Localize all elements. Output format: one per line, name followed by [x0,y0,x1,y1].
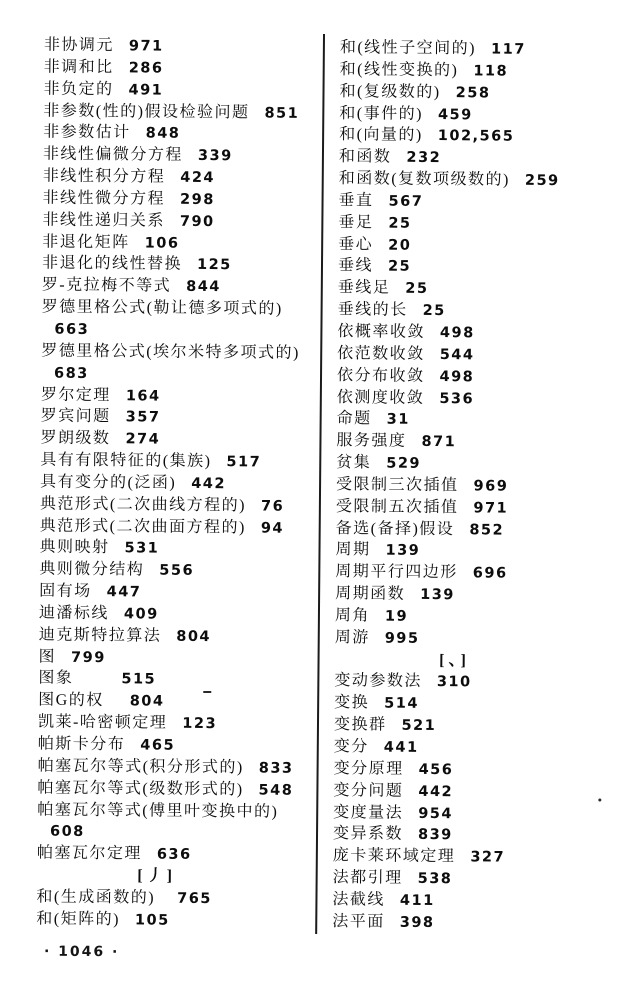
index-entry [339,81,621,105]
entry-page-number: 538 [417,870,453,888]
index-entry [42,187,322,211]
entry-page-number: 608 [49,824,85,841]
entry-page-number: 556 [159,562,195,580]
entry-page-number: 139 [385,542,421,560]
index-entry [38,755,318,779]
entry-page-number: 94 [260,520,285,537]
index-entry [333,824,615,848]
entry-term: 变换群 [333,716,387,734]
index-entry [40,450,320,474]
index-entry [40,493,320,517]
entry-term: 变分问题 [333,781,404,800]
entry-page-number: 491 [128,82,164,99]
entry-term: 非线性微分方程 [42,189,166,208]
entry-term: 和函数(复数项级数的) [338,170,510,189]
entry-page-number: 833 [258,760,294,777]
entry-page-number: 799 [71,649,106,666]
entry-term: 非退化的线性替换 [41,255,183,274]
index-entry [336,474,618,498]
section-header: [、] [439,651,470,669]
entry-page-number: 871 [421,434,457,451]
index-entry [334,692,616,716]
entry-page-number: 529 [386,455,422,472]
index-entry [338,212,620,236]
entry-term: 垂直 [338,192,374,210]
entry-page-number: 19 [384,608,409,625]
entry-term: 备选(备择)假设 [335,519,455,538]
index-entry-continuation [41,319,321,343]
entry-term: 依测度收敛 [336,388,425,407]
section-header: [丿] [137,867,177,885]
index-entry [335,605,617,629]
entry-term: 非负定的 [43,80,114,98]
index-entry [338,190,620,214]
entry-term: 垂线的长 [337,301,408,319]
entry-page-number: 465 [140,737,176,754]
entry-term: 法截线 [332,891,386,909]
entry-page-number: 20 [388,237,412,254]
entry-term: 迪克斯特拉算法 [38,626,162,645]
entry-page-number: 258 [455,84,491,102]
entry-term: 受限制五次插值 [335,497,459,516]
entry-term: 垂心 [338,235,374,254]
entry-term: 罗德里格公式(埃尔米特多项式的) [41,342,300,362]
entry-page-number: 409 [123,606,159,623]
index-entry [42,253,322,277]
entry-term: 贫集 [336,454,372,472]
entry-page-number: 663 [54,321,90,338]
index-entry [37,799,317,823]
entry-page-number: 259 [524,172,560,190]
index-entry [38,668,318,692]
index-entry [43,144,323,168]
entry-term: 变异系数 [332,825,404,844]
index-entry [336,452,618,476]
entry-page-number: 498 [439,368,475,385]
entry-term: 典范形式(二次曲面方程的) [39,517,246,536]
entry-page-number: 25 [387,259,412,276]
entry-page-number: 839 [417,827,453,844]
index-entry [41,406,321,430]
entry-term: 和(生成函数的) [36,888,156,907]
entry-term: 非参数估计 [43,123,131,142]
entry-term: 帕塞瓦尔等式(级数形式的) [37,779,244,799]
entry-page-number: 844 [186,279,221,296]
entry-term: 依分布收敛 [336,366,425,385]
index-entry [338,256,620,280]
entry-page-number: 298 [180,191,215,208]
entry-page-number: 848 [145,125,181,143]
entry-page-number: 102,565 [437,128,515,146]
index-entry [42,231,322,255]
index-entry [336,518,618,542]
entry-page-number: 76 [260,498,285,515]
entry-term: 垂线足 [337,279,391,297]
index-entry [334,736,616,760]
index-entry [338,299,620,323]
entry-term: 变分原理 [333,759,404,778]
entry-page-number: 117 [490,41,526,58]
entry-term: 依概率收敛 [337,323,426,341]
entry-term: 变动参数法 [334,672,422,691]
index-entry [339,168,621,192]
entry-page-number: 517 [226,454,262,471]
entry-term: 受限制三次插值 [336,476,459,495]
index-entry [332,911,614,935]
entry-term: 罗德里格公式(勒让德多项式的) [41,298,283,318]
entry-term: 变度量法 [333,803,404,822]
entry-page-number: 398 [399,914,435,931]
entry-term: 帕斯卡分布 [37,735,126,754]
entry-term: 图 [38,648,57,666]
index-entry [338,234,620,258]
index-entry [333,867,615,891]
index-entry [336,496,618,520]
entry-page-number: 521 [401,717,437,735]
entry-page-number: 696 [472,565,508,582]
entry-term: 变换 [334,694,370,712]
index-entry [337,408,619,432]
index-entry [36,908,316,932]
entry-term: 迪潘标线 [38,604,110,623]
entry-page-number: 339 [197,148,233,165]
entry-term: 和(复级数的) [339,82,441,101]
index-entry [39,602,319,626]
entry-term: 和(事件的) [339,104,424,123]
index-entry [333,780,615,804]
entry-page-number: 424 [180,169,216,187]
index-entry [42,275,322,299]
entry-term: 帕塞瓦尔等式(傅里叶变换中的) [37,801,279,821]
index-entry [339,103,621,127]
entry-term: 罗-克拉梅不等式 [41,276,172,295]
entry-term: 垂足 [338,213,374,232]
index-entry [40,428,320,452]
entry-term: 垂线 [337,257,374,275]
index-entry [338,277,620,301]
entry-page-number: 995 [384,630,420,647]
index-entry [41,384,321,408]
entry-term: 法都引理 [332,869,403,887]
index-entry [335,540,617,564]
entry-page-number: 954 [418,805,454,822]
entry-page-number: 232 [406,149,442,167]
entry-term: 依范数收敛 [337,344,425,363]
index-entry-continuation [41,362,321,386]
entry-term: 固有场 [39,582,92,601]
entry-page-number: 106 [144,235,180,252]
index-entry [335,583,617,607]
entry-term: 周游 [334,628,370,647]
index-entry [339,125,621,149]
index-entry [337,365,619,389]
index-entry [44,35,324,59]
entry-term: 非线性递归关系 [42,211,165,230]
entry-page-number: 852 [469,521,505,539]
entry-term: 非协调元 [43,36,114,55]
entry-term: 图G的权 [38,691,104,710]
entry-page-number: 25 [422,303,446,320]
index-entry [339,146,621,170]
entry-term: 非线性偏微分方程 [42,145,184,165]
index-column-right [332,37,622,935]
index-entry [39,581,319,605]
entry-page-number: 25 [405,281,429,298]
entry-term: 庞卡莱环域定理 [332,847,456,866]
index-entry-continuation [37,821,317,845]
entry-page-number: 851 [264,105,300,122]
entry-page-number: 310 [436,674,472,691]
index-entry [42,209,322,233]
index-entry [39,559,319,583]
index-entry [39,537,319,561]
entry-term: 和(矩阵的) [36,910,121,929]
index-entry [337,321,619,345]
index-entry [40,471,320,495]
entry-page-number: 971 [473,500,509,517]
entry-page-number: 536 [439,390,475,407]
index-entry [37,777,317,801]
entry-page-number: 765 [177,890,212,907]
entry-page-number: 456 [418,761,454,779]
entry-term: 和(线性子空间的) [339,39,477,58]
entry-page-number: 123 [182,715,218,733]
index-entry [43,166,323,190]
index-entry [40,515,320,539]
entry-term: 典范形式(二次曲线方程的) [39,495,247,515]
entry-page-number: 164 [125,387,161,405]
entry-term: 具有变分的(泛函) [40,473,177,492]
entry-page-number: 327 [470,849,506,866]
index-entry [43,122,323,146]
page-number: · 1046 · [43,943,120,961]
index-entry [334,714,616,738]
index-entry [38,690,318,714]
entry-term: 命题 [336,410,372,428]
entry-page-number: 544 [439,346,475,364]
entry-page-number: 274 [125,431,161,448]
entry-page-number: 357 [125,409,161,426]
entry-page-number: 971 [128,38,164,55]
entry-term: 和函数 [338,148,392,166]
index-entry [333,802,615,826]
index-entry [340,37,622,61]
entry-page-number: 447 [106,584,142,601]
entry-page-number: 139 [420,586,455,604]
index-entry [335,627,617,651]
entry-page-number: 286 [128,60,164,77]
index-entry [38,734,318,758]
index-entry [334,671,616,695]
index-entry [337,387,619,411]
index-entry [38,646,318,670]
index-entry [36,886,316,910]
entry-term: 变分 [333,738,369,756]
index-entry [41,340,321,364]
entry-term: 周期平行四边形 [335,563,458,582]
entry-page-number: 636 [156,846,192,864]
entry-page-number: 25 [388,215,412,232]
entry-term: 和(线性变换的) [339,60,459,80]
entry-term: 凯莱-哈密顿定理 [37,713,168,732]
entry-term: 服务强度 [336,432,407,450]
entry-term: 图象 [38,670,74,688]
index-entry [336,430,618,454]
entry-page-number: 411 [399,892,435,909]
entry-page-number: 31 [386,411,410,429]
entry-term: 典则微分结构 [39,560,145,579]
index-entry [37,843,317,867]
entry-term: 非退化矩阵 [42,233,130,251]
entry-page-number: 498 [439,325,475,342]
entry-page-number: 790 [179,213,215,230]
scan-speck [203,691,211,693]
scan-speck [598,798,601,801]
entry-term: 非参数(性的)假设检验问题 [43,102,250,121]
entry-page-number: 514 [384,695,420,713]
entry-term: 周角 [334,607,371,625]
entry-page-number: 118 [473,63,509,80]
entry-term: 罗朗级数 [40,429,111,448]
index-entry [333,845,615,869]
entry-term: 帕塞瓦尔等式(积分形式的) [37,757,244,777]
index-entry [39,624,319,648]
entry-term: 非调和比 [43,58,114,77]
entry-page-number: 548 [258,782,294,799]
entry-page-number: 567 [388,193,424,210]
entry-term: 周期函数 [335,585,406,603]
entry-page-number: 804 [176,628,212,645]
entry-page-number: 531 [124,540,160,558]
entry-page-number: 442 [191,475,227,493]
entry-page-number: 441 [383,739,419,756]
index-entry [340,59,622,83]
entry-page-number: 125 [196,257,232,274]
index-entry [337,343,619,367]
entry-term: 罗宾问题 [40,407,111,426]
entry-page-number: 683 [53,365,89,382]
entry-page-number: 969 [473,478,509,495]
index-entry [334,758,616,782]
index-entry [335,561,617,585]
entry-term: 和(向量的) [339,126,423,145]
entry-page-number: 804 [129,693,165,710]
entry-page-number: 515 [121,671,157,689]
entry-page-number: 105 [134,912,170,929]
index-entry [38,712,318,736]
index-entry [43,78,323,102]
entry-term: 帕塞瓦尔定理 [36,844,142,863]
index-entry [44,56,324,80]
entry-term: 非线性积分方程 [42,167,166,186]
entry-term: 法平面 [332,912,385,931]
entry-term: 罗尔定理 [40,386,111,404]
index-entry [43,100,323,124]
index-entry [42,297,322,321]
entry-term: 周期 [335,541,371,559]
entry-term: 典则映射 [39,538,110,557]
entry-page-number: 442 [418,783,454,800]
entry-page-number: 459 [437,106,473,123]
entry-term: 具有有限特征的(集族) [40,451,212,471]
index-column-left [36,35,324,933]
index-entry [332,889,614,913]
